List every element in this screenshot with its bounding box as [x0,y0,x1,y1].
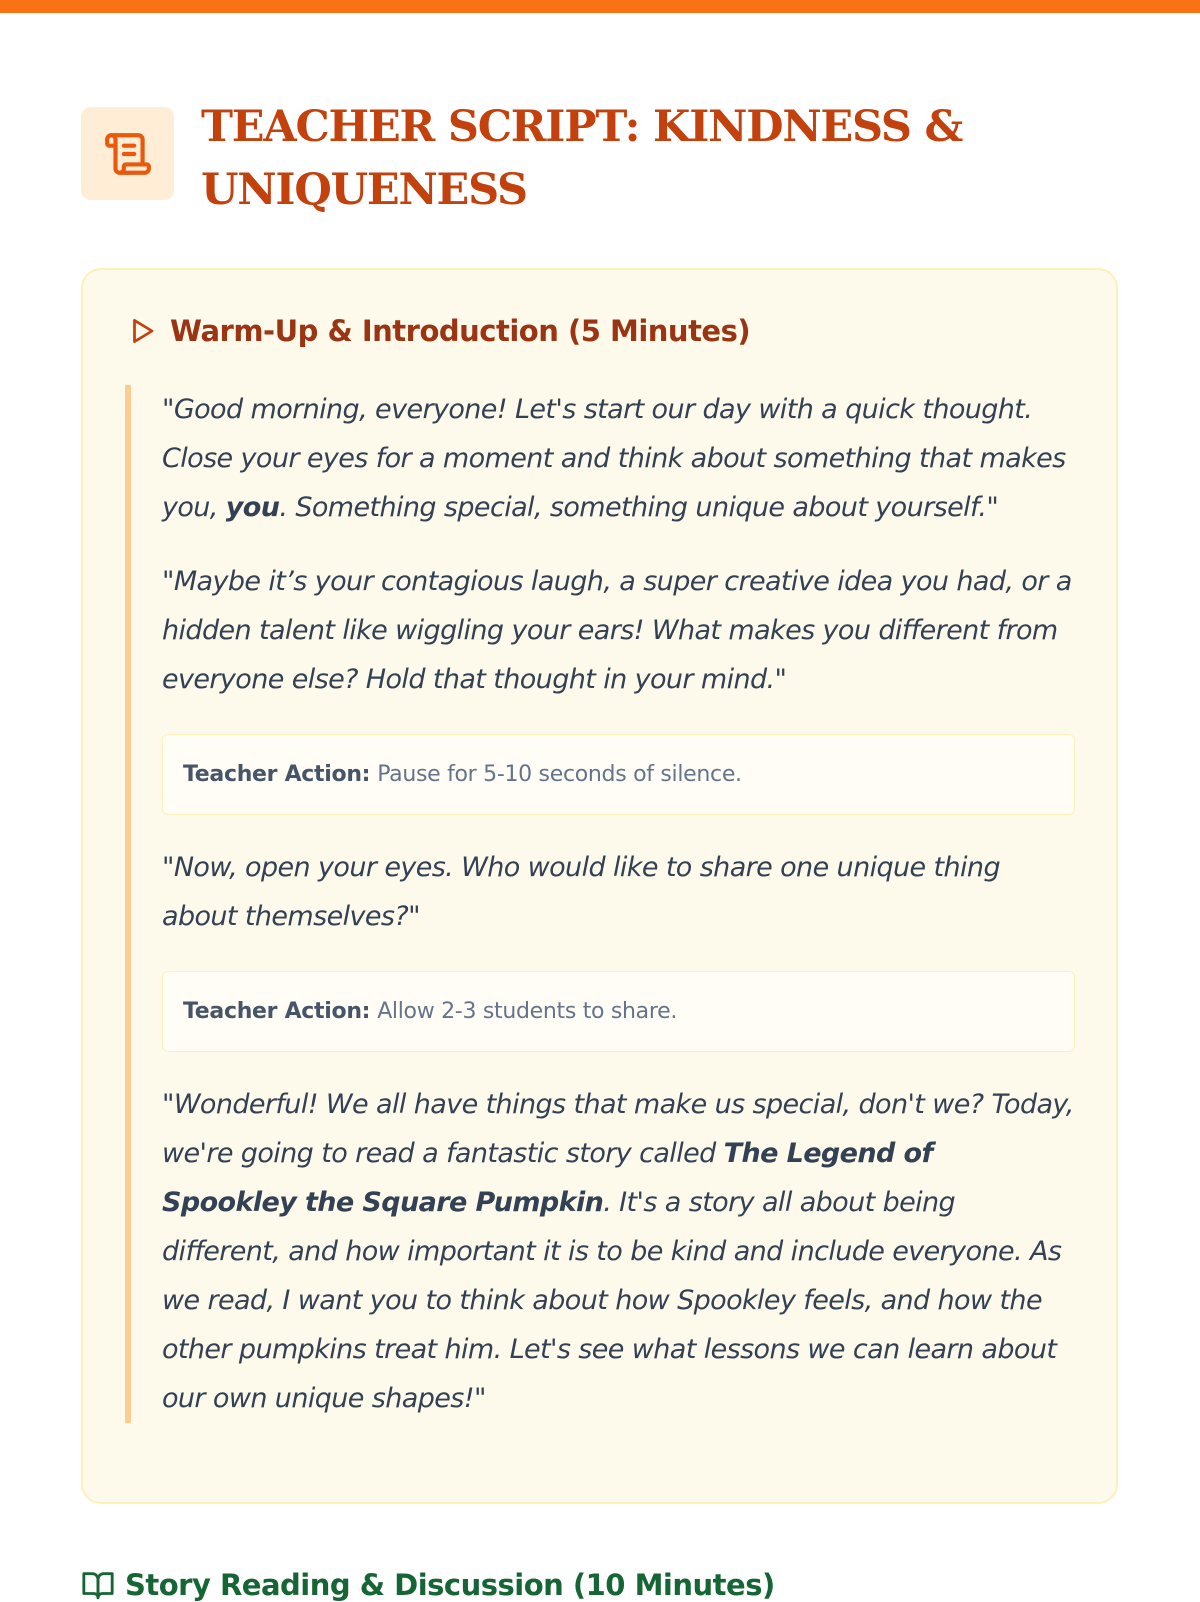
warmup-section-title: Warm-Up & Introduction (5 Minutes) [170,314,751,348]
story-section-title: Story Reading & Discussion (10 Minutes) [125,1568,775,1602]
script-quote-prompt: "Maybe it’s your contagious laugh, a super creative idea you had, or a hidden talent like wiggling your ears! What makes you different from everyone else? Hold that thought in your mind." [162,566,1072,695]
page-title: TEACHER SCRIPT: KINDNESS & UNIQUENESS [201,102,963,215]
book-open-icon [81,1568,115,1602]
play-icon [127,316,157,346]
story-section-header [81,1568,775,1602]
scroll-icon [81,107,174,200]
script-quote-greeting [162,385,1075,532]
teacher-action-text: Allow 2-3 students to share. [377,999,678,1024]
teacher-action-label: Teacher Action: [183,999,371,1024]
quote-text: . Something special, something unique about yourself." [279,492,999,523]
teacher-script-block [125,385,1075,1423]
quote-text: "Good morning, everyone! Let's start our day with a quick thought. Close your eyes for a moment and think about something that makes you, [162,394,1066,523]
script-quote-story-intro [162,1080,1075,1423]
quote-text: "Wonderful! We all have things that make us special, don't we? Today, we're going to read a fantastic story called [162,1089,1074,1169]
teacher-action-text: Pause for 5-10 seconds of silence. [377,762,742,787]
book-title: The Legend of Spookley the Square Pumpkin [162,1138,933,1218]
script-quote-share: "Now, open your eyes. Who would like to share one unique thing about themselves?" [162,852,1000,932]
top-accent-bar [0,0,1200,13]
warmup-section-header [127,314,750,348]
teacher-action-pause [162,734,1075,815]
warmup-section-card [81,268,1118,1504]
quote-emphasis: you [225,492,280,523]
teacher-action-share [162,971,1075,1052]
teacher-action-label: Teacher Action: [183,762,371,787]
quote-text: . It's a story all about being different, and how important it is to be kind and include everyone. As we read, I want you to think about how Spookley feels, and how the other pumpkins treat him. Let's see what lessons we can learn about our own unique shapes!" [162,1187,1062,1414]
